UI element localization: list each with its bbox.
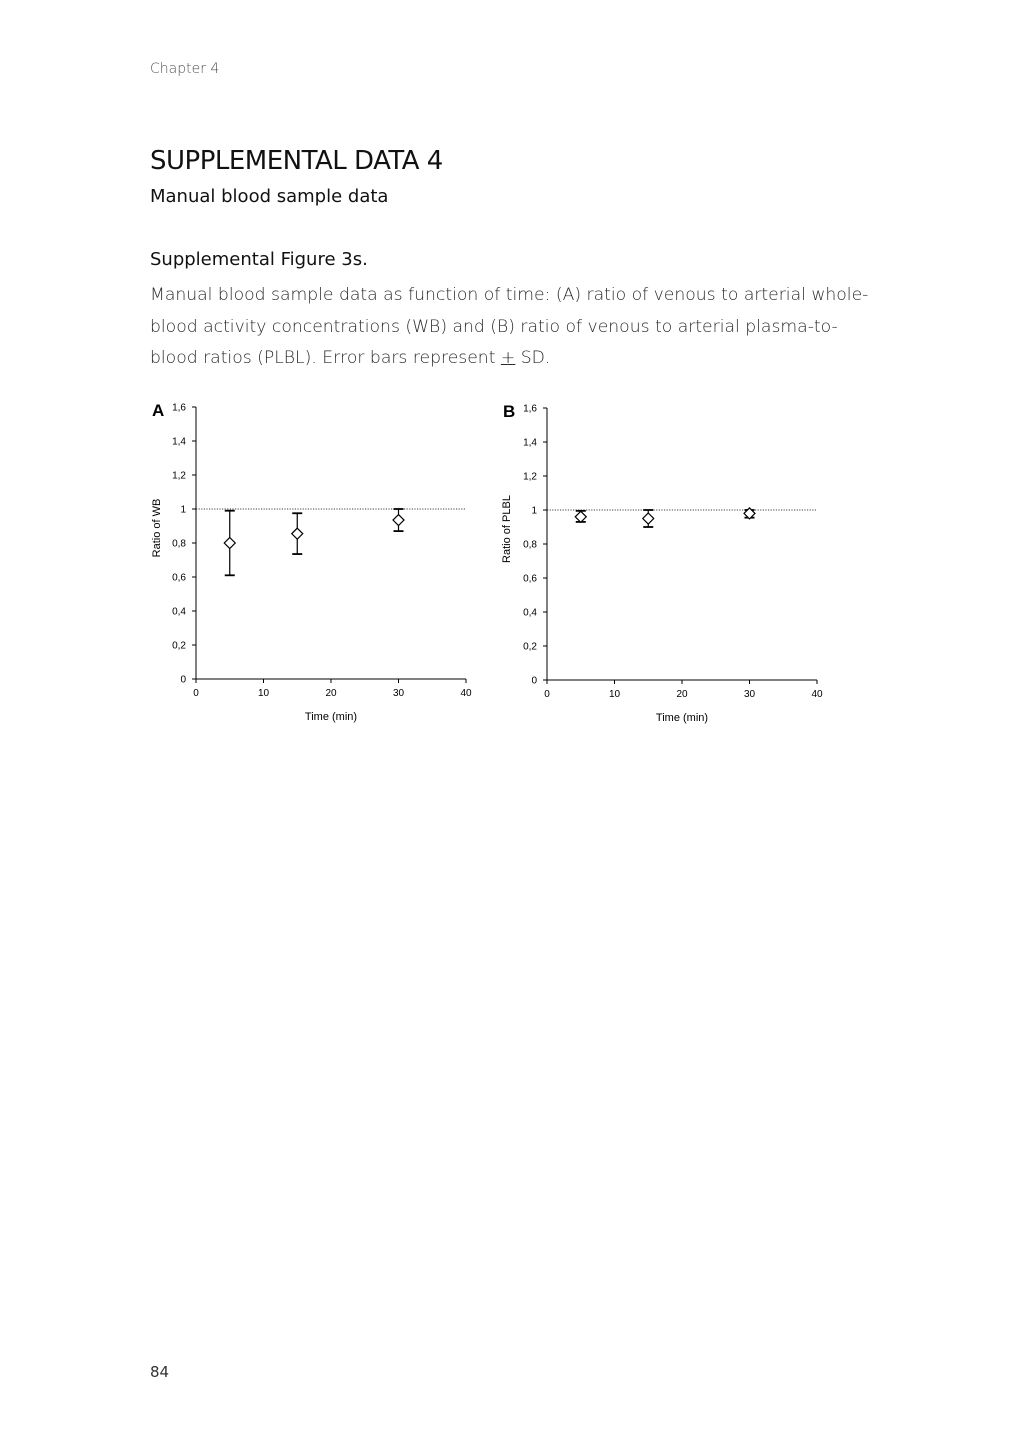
data-point-diamond [393, 515, 404, 526]
y-tick-label: 0,4 [172, 606, 186, 618]
y-tick-label: 1,4 [172, 436, 186, 448]
figure-svg [140, 390, 840, 735]
section-subtitle: Manual blood sample data [150, 186, 389, 207]
y-tick-label: 1 [531, 505, 537, 517]
data-point-diamond [224, 538, 235, 549]
x-tick-label: 0 [544, 689, 550, 700]
x-tick-label: 20 [325, 688, 337, 699]
chart-panel-b [501, 402, 823, 724]
y-axis-label: Ratio of WB [151, 498, 163, 558]
figure-panels [140, 390, 840, 735]
y-tick-label: 1 [180, 504, 186, 516]
x-tick-label: 10 [257, 688, 270, 699]
x-tick-label: 40 [460, 688, 472, 699]
section-title: SUPPLEMENTAL DATA 4 [150, 146, 443, 176]
data-point-diamond [292, 528, 303, 539]
data-point-diamond [643, 513, 654, 524]
x-axis-label: Time (min) [655, 712, 709, 724]
y-tick-label: 0,8 [172, 538, 186, 550]
y-tick-label: 0,4 [523, 607, 537, 619]
x-tick-label: 0 [193, 688, 199, 699]
data-point-diamond [575, 511, 586, 522]
x-axis-label: Time (min) [304, 711, 358, 723]
y-tick-label: 0 [531, 675, 537, 687]
y-tick-label: 1,2 [523, 471, 537, 483]
y-tick-label: 0,2 [172, 640, 186, 652]
x-tick-label: 10 [608, 689, 621, 700]
x-tick-label: 30 [743, 689, 756, 700]
running-head: Chapter 4 [150, 61, 220, 77]
y-tick-label: 1,4 [523, 437, 537, 449]
plus-minus-symbol: + [500, 348, 516, 368]
y-tick-label: 1,6 [523, 403, 537, 415]
page-number: 84 [150, 1363, 170, 1381]
x-tick-label: 40 [811, 689, 823, 700]
panel-letter: B [503, 402, 516, 421]
y-tick-label: 0 [180, 674, 186, 686]
caption-text: Manual blood sample data as function of time: (A) ratio of venous to arterial whole-blood activity concentrations (WB) and (B) ratio of venous to arterial plasma-to-blood ratios (PLBL). Error bars represent [150, 285, 869, 368]
y-tick-label: 0,8 [523, 539, 537, 551]
y-tick-label: 0,6 [172, 572, 186, 584]
x-tick-label: 30 [392, 688, 405, 699]
chart-panel-a [151, 401, 472, 723]
y-axis-label: Ratio of PLBL [501, 495, 513, 563]
figure-label: Supplemental Figure 3s. [150, 249, 368, 270]
panel-letter: A [152, 401, 165, 420]
caption-end: SD. [515, 348, 551, 368]
y-tick-label: 0,2 [523, 641, 537, 653]
y-tick-label: 1,2 [172, 470, 186, 482]
y-tick-label: 0,6 [523, 573, 537, 585]
figure-caption [150, 280, 880, 375]
y-tick-label: 1,6 [172, 402, 186, 414]
x-tick-label: 20 [676, 689, 688, 700]
